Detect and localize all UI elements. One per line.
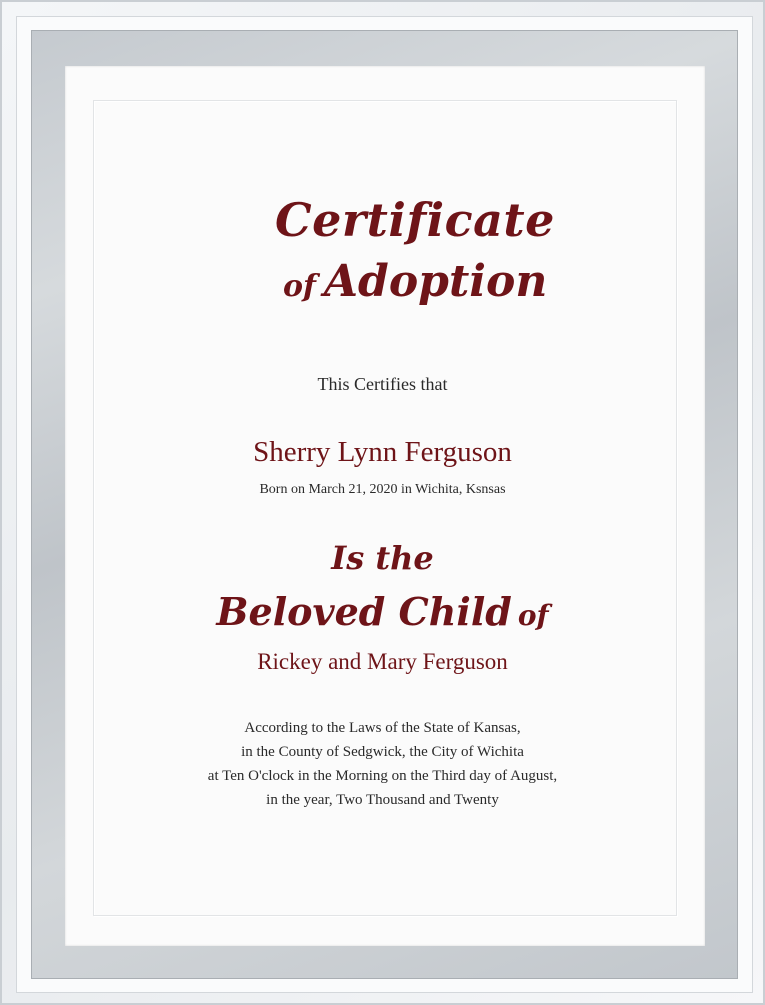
legal-line: at Ten O'clock in the Morning on the Third day of August, [207,768,558,784]
beloved-child-text: Beloved Child [216,589,512,634]
certificate-subtitle [283,254,547,319]
beloved-child-heading [0,586,765,646]
certifies-text: This Certifies that [317,374,448,394]
title-of: of [283,269,316,304]
is-the-heading: Is the [331,539,434,577]
birth-details: Born on March 21, 2020 in Wichita, Ksnsas [259,482,506,497]
legal-statement [0,716,765,812]
legal-line: in the County of Sedgwick, the City of Wichita [241,744,524,760]
certificate-title: Certificate [275,193,555,247]
title-adoption: Adoption [323,256,548,307]
parents-names: Rickey and Mary Ferguson [257,649,508,674]
legal-line: in the year, Two Thousand and Twenty [266,792,499,808]
child-name: Sherry Lynn Ferguson [253,436,512,468]
legal-line: According to the Laws of the State of Kansas, [244,720,521,736]
beloved-of-text: of [517,599,549,632]
